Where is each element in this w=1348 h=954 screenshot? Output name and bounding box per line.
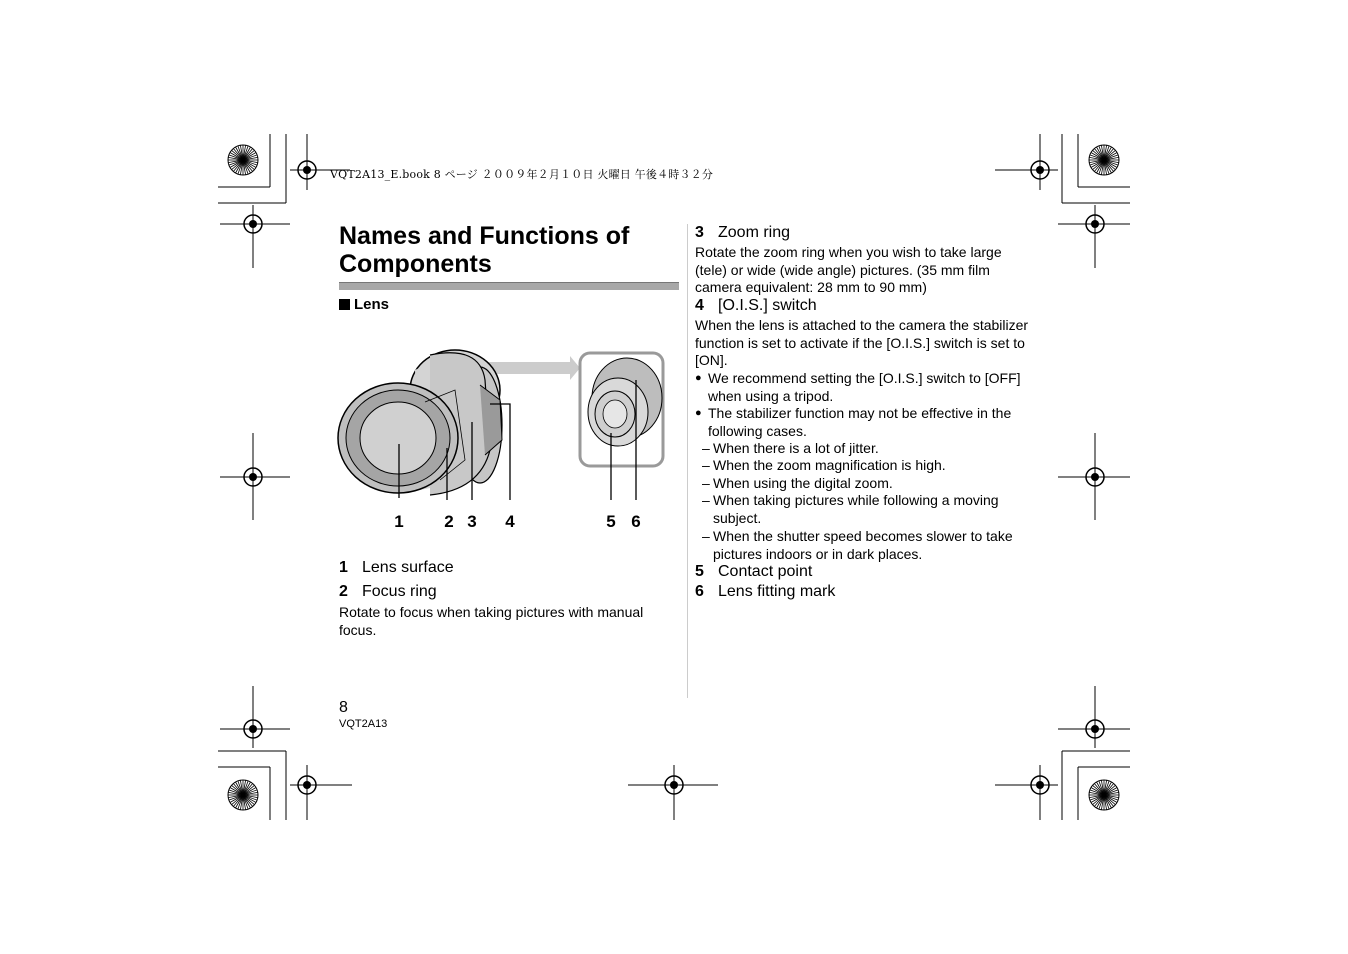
page-title-line-2: Components — [339, 250, 492, 278]
case-zoom-high: – When the zoom magnification is high. — [702, 457, 946, 473]
case-digital-zoom: – When using the digital zoom. — [702, 475, 893, 491]
file-info-header: VQT2A13_E.book 8 ページ ２００９年２月１０日 火曜日 午後４時３２分 — [330, 168, 714, 181]
callout-5: 5 — [606, 512, 616, 531]
item-ois-switch: 4 [O.I.S.] switch — [695, 297, 817, 314]
section-heading-lens — [339, 296, 389, 313]
case-moving-subject: – When taking pictures while following a moving subject. — [702, 492, 999, 526]
item-lens-fitting-mark: 6 Lens fitting mark — [695, 583, 836, 600]
callout-4: 4 — [505, 512, 515, 531]
bullet-icon: ● — [695, 407, 702, 419]
ois-bullet-cases: ● The stabilizer function may not be effective in the following cases. — [695, 405, 1012, 439]
arrow-icon — [485, 356, 580, 380]
ois-description: When the lens is attached to the camera the stabilizer function is set to activate if the [O.I.S.] switch is set to [ON]. — [695, 317, 1029, 368]
section-label: Lens — [354, 296, 390, 313]
page-number: 8 — [339, 699, 348, 716]
page-title-line-1: Names and Functions of — [339, 222, 630, 250]
zoom-ring-description: Rotate the zoom ring when you wish to take large (tele) or wide (wide angle) pictures. (35 mm film camera equivalent: 28 mm to 90 mm) — [695, 244, 1002, 295]
lens-illustration — [330, 340, 680, 540]
square-bullet-icon — [339, 299, 350, 310]
ois-bullet-tripod: ● We recommend setting the [O.I.S.] switch to [OFF] when using a tripod. — [695, 370, 1021, 404]
bullet-icon: ● — [695, 372, 702, 384]
focus-ring-description: Rotate to focus when taking pictures with manual focus. — [339, 604, 644, 638]
case-jitter: – When there is a lot of jitter. — [702, 440, 879, 456]
callout-3: 3 — [467, 512, 477, 531]
item-lens-surface: 1 Lens surface — [339, 559, 454, 576]
item-focus-ring: 2 Focus ring — [339, 583, 437, 600]
title-rule — [339, 282, 679, 290]
case-slow-shutter: – When the shutter speed becomes slower to take pictures indoors or in dark places. — [702, 528, 1013, 562]
callout-6: 6 — [631, 512, 641, 531]
callout-2: 2 — [444, 512, 454, 531]
callout-1: 1 — [394, 512, 404, 531]
document-code: VQT2A13 — [339, 718, 388, 730]
item-zoom-ring: 3 Zoom ring — [695, 224, 791, 241]
item-contact-point: 5 Contact point — [695, 563, 813, 580]
column-divider — [687, 224, 688, 698]
page-title — [339, 222, 679, 278]
